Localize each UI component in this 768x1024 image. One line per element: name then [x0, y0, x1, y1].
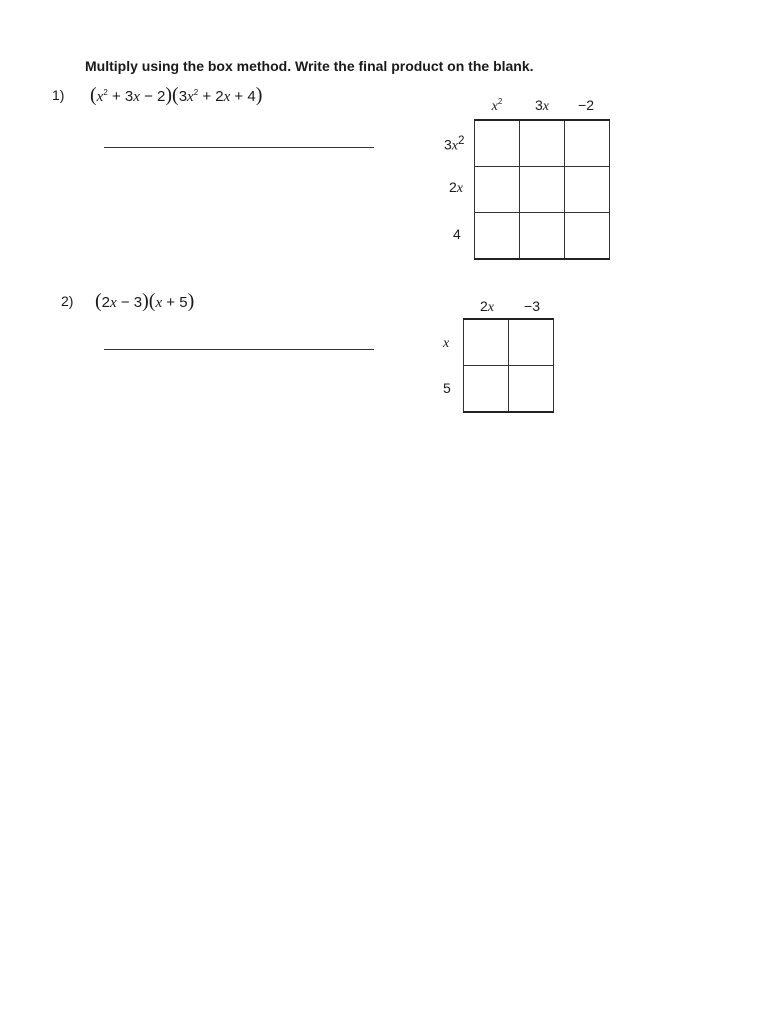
- row-header: $3x^2$: [444, 134, 465, 154]
- box-method-grid: [463, 318, 554, 413]
- problem-number: 2): [61, 293, 74, 309]
- grid-cell[interactable]: [565, 213, 610, 260]
- row-header: 4: [453, 226, 461, 242]
- row-header: 5: [443, 380, 451, 396]
- grid-cell[interactable]: [475, 167, 520, 213]
- row-header: 2x: [449, 179, 464, 196]
- grid-cell[interactable]: [475, 120, 520, 167]
- instructions: Multiply using the box method. Write the final product on the blank.: [85, 58, 534, 74]
- answer-blank[interactable]: [104, 349, 374, 350]
- grid-cell[interactable]: [565, 167, 610, 213]
- problem-expression: (2x − 3)(x + 5): [95, 290, 195, 312]
- problem-number: 1): [52, 87, 65, 103]
- grid-cell[interactable]: [520, 213, 565, 260]
- column-header: 3x: [534, 97, 550, 114]
- grid-cell[interactable]: [475, 213, 520, 260]
- grid-cell[interactable]: [464, 366, 509, 413]
- grid-cell[interactable]: [464, 319, 509, 366]
- column-header: $x^2$: [491, 97, 503, 114]
- problem-expression: $(x^2 + 3x - 2)(3x^2 + 2x + 4)$: [90, 84, 263, 106]
- box-method-grid: [474, 119, 610, 260]
- row-header: x: [443, 336, 450, 351]
- column-header: −2: [578, 97, 594, 113]
- column-header: −3: [524, 298, 540, 314]
- grid-cell[interactable]: [520, 167, 565, 213]
- answer-blank[interactable]: [104, 147, 374, 148]
- grid-cell[interactable]: [520, 120, 565, 167]
- column-header: 2x: [479, 298, 495, 315]
- grid-cell[interactable]: [509, 366, 554, 413]
- grid-cell[interactable]: [565, 120, 610, 167]
- grid-cell[interactable]: [509, 319, 554, 366]
